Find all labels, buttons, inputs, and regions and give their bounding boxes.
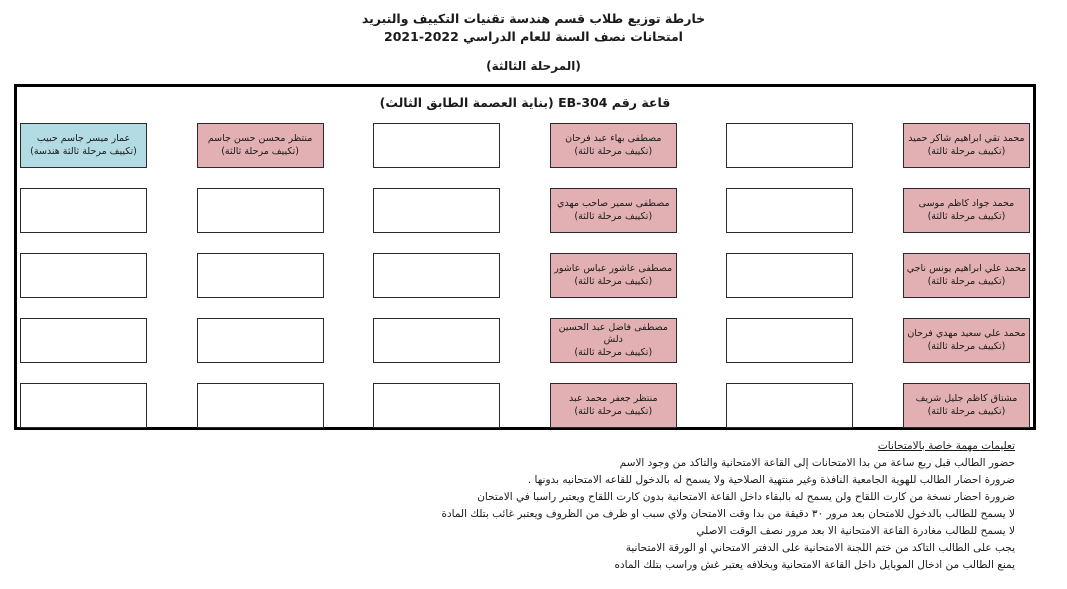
seat-grid: [20, 123, 1030, 428]
student-name: عمار ميسر جاسم حبيب: [36, 133, 131, 145]
seat-box-empty: [197, 188, 324, 233]
seat-box-empty: [726, 253, 853, 298]
title-block: [0, 10, 1067, 73]
student-name: محمد جواد كاظم موسى: [918, 198, 1015, 210]
student-name: مصطفى فاضل عبد الحسين دلش: [558, 321, 668, 346]
student-name: مصطفى سمير صاحب مهدي: [557, 198, 670, 210]
seat-box-empty: [20, 188, 147, 233]
seat-box: [903, 318, 1030, 363]
student-dept: (تكييف مرحلة ثالثة): [927, 275, 1006, 287]
seat-box-empty: [726, 383, 853, 428]
student-dept: (تكييف مرحلة ثالثة): [927, 340, 1006, 352]
seat-box-empty: [726, 318, 853, 363]
seating-chart-table: [14, 84, 1036, 430]
student-dept: (تكييف مرحلة ثالثة): [574, 145, 653, 157]
seat-box: [903, 188, 1030, 233]
student-dept: (تكييف مرحلة ثالثة): [574, 210, 653, 222]
stage-label: (المرحلة الثالثة): [486, 59, 581, 74]
instruction-line: لا يسمح للطالب بالدخول للامتحان بعد مرور ٣٠ دقيقة من بدا وقت الامتحان ولاي سبب او ظرف من الظروف ويعتبر غائب بتلك المادة: [441, 508, 1015, 520]
seat-box-empty: [20, 253, 147, 298]
hall-title: قاعة رقم EB-304 (بناية العصمة الطابق الثالث): [379, 95, 671, 110]
seat-box: [550, 383, 677, 428]
student-dept: (تكييف مرحلة ثالثة هندسة): [30, 145, 137, 157]
instruction-line: ضرورة احضار الطالب للهوية الجامعية النافذة وغير منتهية الصلاحية ولا يسمح له بالدخول للقاعه الامتحانيه بدونها .: [527, 474, 1015, 486]
seat-box: [903, 253, 1030, 298]
seat-box-empty: [373, 253, 500, 298]
seat-box: [550, 123, 677, 168]
seat-box: [550, 318, 677, 363]
seat-box-empty: [373, 318, 500, 363]
student-name: مشتاق كاظم جليل شريف: [915, 393, 1018, 405]
seat-box: [197, 123, 324, 168]
seat-box: [903, 123, 1030, 168]
student-name: محمد علي ابراهيم يونس ناجي: [906, 263, 1027, 275]
seat-box-empty: [20, 383, 147, 428]
student-name: مصطفى بهاء عبد فرحان: [565, 133, 662, 145]
instruction-line: لا يسمح للطالب مغادرة القاعة الامتحانية الا بعد مرور نصف الوقت الاصلي: [696, 525, 1015, 537]
seat-box: [550, 253, 677, 298]
seat-box-empty: [726, 188, 853, 233]
document-title-line1: خارطة توزيع طلاب قسم هندسة تقنيات التكييف والتبريد: [361, 11, 706, 26]
seat-box: [20, 123, 147, 168]
student-dept: (تكييف مرحلة ثالثة): [927, 145, 1006, 157]
instructions-heading: تعليمات مهمة خاصة بالامتحانات: [877, 440, 1015, 452]
seat-box-empty: [197, 318, 324, 363]
document-title-line2: امتحانات نصف السنة للعام الدراسي 2022-2021: [384, 29, 683, 45]
instruction-line: يمنع الطالب من ادخال الموبايل داخل القاعة الامتحانية وبخلافه يعتبر غش وراسب بتلك الماده: [614, 559, 1015, 571]
student-name: مصطفى عاشور عباس عاشور: [554, 263, 673, 275]
seat-box: [903, 383, 1030, 428]
student-name: محمد علي سعيد مهدي فرحان: [907, 328, 1026, 340]
seat-box-empty: [373, 188, 500, 233]
exam-instructions: [375, 438, 1015, 574]
instruction-line: حضور الطالب قبل ربع ساعة من بدا الامتحانات إلى القاعة الامتحانية والتاكد من وجود الاسم: [619, 457, 1015, 469]
student-dept: (تكييف مرحلة ثالثة): [927, 210, 1006, 222]
seat-box-empty: [373, 383, 500, 428]
seat-box: [550, 188, 677, 233]
student-dept: (تكييف مرحلة ثالثة): [574, 275, 653, 287]
seat-box-empty: [373, 123, 500, 168]
seat-box-empty: [197, 253, 324, 298]
student-name: محمد تقي ابراهيم شاكر حميد: [908, 133, 1025, 145]
seat-box-empty: [197, 383, 324, 428]
student-dept: (تكييف مرحلة ثالثة): [221, 145, 299, 157]
student-name: منتظر محسن حسن جاسم: [207, 133, 313, 145]
student-dept: (تكييف مرحلة ثالثة): [927, 405, 1006, 417]
instruction-line: ضرورة احضار نسخة من كارت اللقاح ولن يسمح له بالبقاء داخل القاعة الامتحانية بدون كارت اللقاح ويعتبر راسبا في الامتحان: [477, 491, 1015, 503]
student-name: منتظر جعفر محمد عبد: [568, 393, 658, 405]
instruction-line: يجب على الطالب التاكد من ختم اللجنة الامتحانية على الدفتر الامتحاني او الورقة الامتحانية: [625, 542, 1015, 554]
student-dept: (تكييف مرحلة ثالثة): [574, 405, 653, 417]
seat-box-empty: [20, 318, 147, 363]
seat-box-empty: [726, 123, 853, 168]
student-dept: (تكييف مرحلة ثالثة): [574, 346, 653, 358]
